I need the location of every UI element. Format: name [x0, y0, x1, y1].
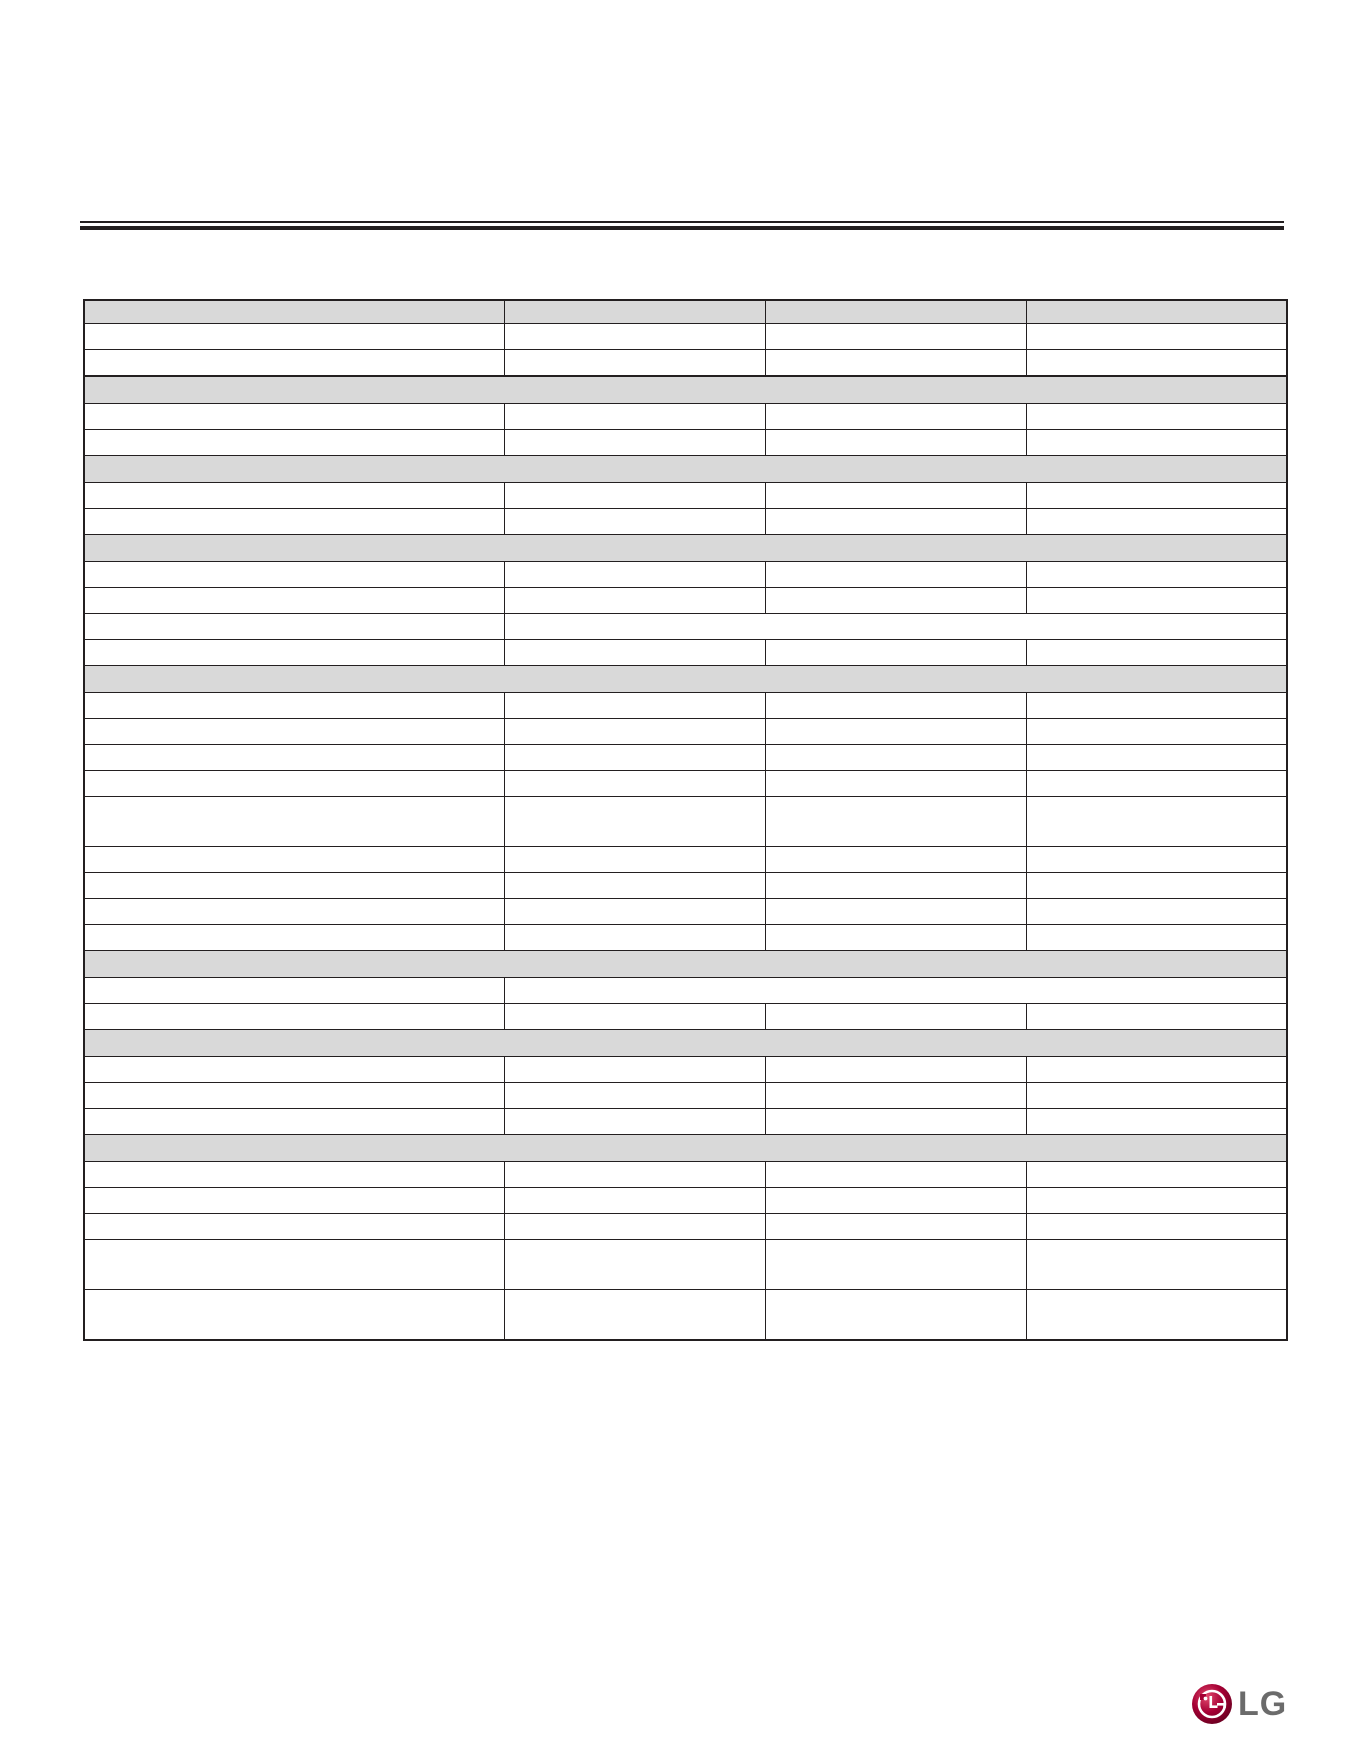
section-header-row: [84, 666, 1287, 693]
section-header-row: [84, 1030, 1287, 1057]
value-cell: [504, 745, 765, 771]
label-cell: [84, 925, 504, 951]
value-cell: [504, 588, 765, 614]
value-cell: [504, 350, 765, 377]
value-cell: [504, 1109, 765, 1135]
table-row: [84, 1188, 1287, 1214]
label-cell: [84, 847, 504, 873]
label-cell: [84, 562, 504, 588]
table-row: [84, 745, 1287, 771]
label-cell: [84, 873, 504, 899]
table-row: [84, 1083, 1287, 1109]
section-header-cell: [84, 951, 1287, 978]
brand-logo: [1190, 1682, 1286, 1726]
table-row: [84, 640, 1287, 666]
table-row: [84, 978, 1287, 1004]
title-rule-thick-line: [80, 226, 1284, 230]
table-row: [84, 324, 1287, 350]
value-cell: [504, 693, 765, 719]
value-cell: [765, 483, 1026, 509]
label-cell: [84, 978, 504, 1004]
value-cell: [504, 1290, 765, 1341]
section-header-cell: [84, 376, 1287, 404]
value-cell: [1026, 1240, 1287, 1290]
section-header-row: [84, 1135, 1287, 1162]
value-cell: [765, 562, 1026, 588]
value-cell: [1026, 899, 1287, 925]
merged-value-cell: [504, 614, 1287, 640]
value-cell: [765, 324, 1026, 350]
value-cell: [504, 1240, 765, 1290]
value-cell: [1026, 1004, 1287, 1030]
section-header-row: [84, 535, 1287, 562]
value-cell: [765, 350, 1026, 377]
section-header-row: [84, 456, 1287, 483]
label-cell: [84, 404, 504, 430]
title-rule: [80, 221, 1284, 231]
value-cell: [1026, 847, 1287, 873]
label-cell: [84, 1188, 504, 1214]
label-cell: [84, 588, 504, 614]
value-cell: [765, 404, 1026, 430]
label-cell: [84, 1083, 504, 1109]
value-cell: [1026, 1162, 1287, 1188]
table-row: [84, 404, 1287, 430]
label-cell: [84, 719, 504, 745]
table-row: [84, 847, 1287, 873]
table-row: [84, 562, 1287, 588]
value-cell: [765, 693, 1026, 719]
value-cell: [504, 925, 765, 951]
table-row: [84, 1004, 1287, 1030]
value-cell: [1026, 771, 1287, 797]
table-row: [84, 771, 1287, 797]
value-cell: [765, 745, 1026, 771]
value-cell: [765, 847, 1026, 873]
value-cell: [504, 1004, 765, 1030]
table-header-row: [84, 300, 1287, 324]
value-cell: [765, 797, 1026, 847]
value-cell: [765, 925, 1026, 951]
value-cell: [1026, 797, 1287, 847]
value-cell: [504, 719, 765, 745]
merged-value-cell: [504, 978, 1287, 1004]
value-cell: [765, 1290, 1026, 1341]
logo-wordmark: LG: [1238, 1685, 1288, 1723]
value-cell: [765, 1004, 1026, 1030]
value-cell: [765, 873, 1026, 899]
table-row: [84, 1240, 1287, 1290]
label-cell: [84, 1162, 504, 1188]
value-cell: [504, 899, 765, 925]
value-cell: [765, 640, 1026, 666]
value-cell: [504, 847, 765, 873]
value-cell: [765, 719, 1026, 745]
value-cell: [765, 1214, 1026, 1240]
value-cell: [765, 771, 1026, 797]
table-row: [84, 899, 1287, 925]
label-cell: [84, 797, 504, 847]
label-cell: [84, 1004, 504, 1030]
title-rule-thin-line: [80, 221, 1284, 223]
section-header-cell: [84, 1030, 1287, 1057]
table-row: [84, 509, 1287, 535]
value-cell: [504, 797, 765, 847]
value-cell: [765, 1109, 1026, 1135]
value-cell: [504, 1188, 765, 1214]
value-cell: [1026, 1057, 1287, 1083]
label-cell: [84, 1290, 504, 1341]
table-row: [84, 483, 1287, 509]
label-cell: [84, 1214, 504, 1240]
value-cell: [504, 1057, 765, 1083]
value-cell: [504, 404, 765, 430]
value-cell: [765, 1057, 1026, 1083]
value-cell: [1026, 925, 1287, 951]
value-cell: [765, 430, 1026, 456]
value-cell: [765, 588, 1026, 614]
value-cell: [504, 430, 765, 456]
value-cell: [504, 1083, 765, 1109]
label-cell: [84, 640, 504, 666]
label-cell: [84, 693, 504, 719]
value-cell: [504, 771, 765, 797]
table-row: [84, 1109, 1287, 1135]
label-cell: [84, 899, 504, 925]
value-cell: [1026, 588, 1287, 614]
table-row: [84, 350, 1287, 377]
label-cell: [84, 1057, 504, 1083]
value-cell: [1026, 693, 1287, 719]
value-cell: [1026, 1188, 1287, 1214]
value-cell: [1026, 719, 1287, 745]
value-cell: [765, 509, 1026, 535]
section-header-row: [84, 951, 1287, 978]
table-row: [84, 1290, 1287, 1341]
table-row: [84, 1057, 1287, 1083]
label-cell: [84, 430, 504, 456]
value-cell: [504, 1214, 765, 1240]
label-cell: [84, 614, 504, 640]
table-row: [84, 719, 1287, 745]
value-cell: [1026, 1290, 1287, 1341]
header-cell: [504, 300, 765, 324]
value-cell: [765, 899, 1026, 925]
table-row: [84, 797, 1287, 847]
value-cell: [1026, 350, 1287, 377]
value-cell: [1026, 1214, 1287, 1240]
table-row: [84, 614, 1287, 640]
value-cell: [1026, 745, 1287, 771]
table-row: [84, 430, 1287, 456]
label-cell: [84, 483, 504, 509]
label-cell: [84, 745, 504, 771]
table-row: [84, 693, 1287, 719]
section-header-row: [84, 376, 1287, 404]
table-row: [84, 925, 1287, 951]
value-cell: [504, 1162, 765, 1188]
label-cell: [84, 509, 504, 535]
value-cell: [1026, 640, 1287, 666]
label-cell: [84, 324, 504, 350]
section-header-cell: [84, 666, 1287, 693]
value-cell: [1026, 404, 1287, 430]
specification-table: [83, 299, 1288, 1341]
header-cell: [765, 300, 1026, 324]
value-cell: [1026, 509, 1287, 535]
header-cell: [1026, 300, 1287, 324]
value-cell: [504, 324, 765, 350]
value-cell: [1026, 1109, 1287, 1135]
value-cell: [765, 1083, 1026, 1109]
table-row: [84, 1162, 1287, 1188]
table-row: [84, 1214, 1287, 1240]
label-cell: [84, 1109, 504, 1135]
value-cell: [1026, 483, 1287, 509]
value-cell: [765, 1240, 1026, 1290]
table-row: [84, 873, 1287, 899]
value-cell: [504, 562, 765, 588]
value-cell: [1026, 562, 1287, 588]
table-row: [84, 588, 1287, 614]
header-cell: [84, 300, 504, 324]
section-header-cell: [84, 456, 1287, 483]
value-cell: [765, 1162, 1026, 1188]
value-cell: [504, 483, 765, 509]
label-cell: [84, 771, 504, 797]
value-cell: [504, 873, 765, 899]
value-cell: [504, 640, 765, 666]
section-header-cell: [84, 1135, 1287, 1162]
value-cell: [504, 509, 765, 535]
value-cell: [1026, 430, 1287, 456]
value-cell: [1026, 1083, 1287, 1109]
lg-face-icon: [1190, 1682, 1234, 1726]
label-cell: [84, 350, 504, 377]
value-cell: [765, 1188, 1026, 1214]
label-cell: [84, 1240, 504, 1290]
value-cell: [1026, 324, 1287, 350]
section-header-cell: [84, 535, 1287, 562]
value-cell: [1026, 873, 1287, 899]
